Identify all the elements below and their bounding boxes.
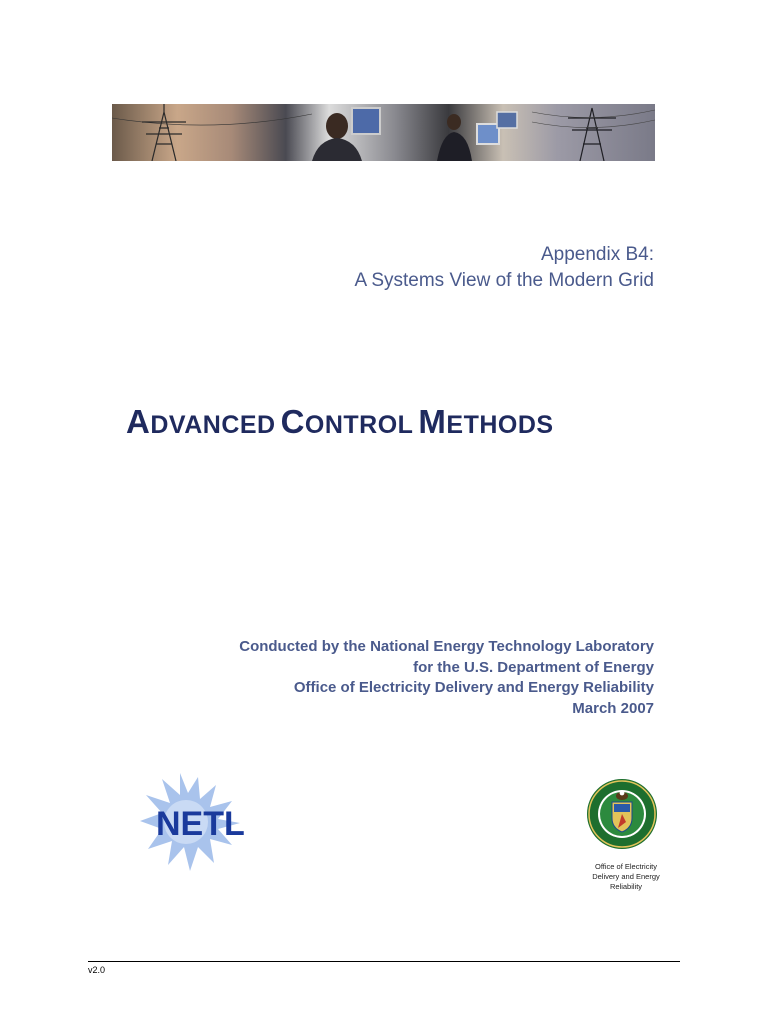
title-word1-rest: DVANCED	[150, 411, 276, 439]
version-label: v2.0	[88, 965, 106, 975]
doe-caption-line-1: Office of Electricity	[595, 862, 657, 871]
publication-date: March 2007	[572, 699, 654, 717]
doe-seal-icon	[586, 778, 658, 850]
appendix-label: Appendix B4:	[540, 244, 654, 265]
title-word3-rest: ETHODS	[446, 411, 554, 439]
doe-caption-line-2: Delivery and Energy	[592, 872, 660, 881]
conducted-by-block	[239, 637, 654, 719]
series-title: A Systems View of the Modern Grid	[354, 270, 654, 291]
cover-banner-image	[112, 104, 655, 161]
doe-office-caption	[576, 862, 676, 892]
appendix-subtitle	[354, 242, 654, 294]
footer-divider	[88, 961, 680, 962]
conducted-line-1: Conducted by the National Energy Technology Laboratory	[239, 638, 654, 655]
conducted-line-2: for the U.S. Department of Energy	[413, 658, 654, 676]
netl-logo-text: NETL	[156, 805, 245, 843]
title-word1-initial: A	[126, 403, 151, 440]
title-word3-initial: M	[418, 403, 447, 440]
netl-logo	[140, 773, 268, 871]
document-title	[126, 403, 686, 441]
conducted-line-3: Office of Electricity Delivery and Energy Reliability	[293, 679, 654, 696]
title-word2-initial: C	[280, 403, 305, 440]
doe-caption-line-3: Reliability	[609, 882, 643, 891]
title-word2-rest: ONTROL	[304, 411, 414, 439]
banner-illustration	[112, 104, 655, 161]
